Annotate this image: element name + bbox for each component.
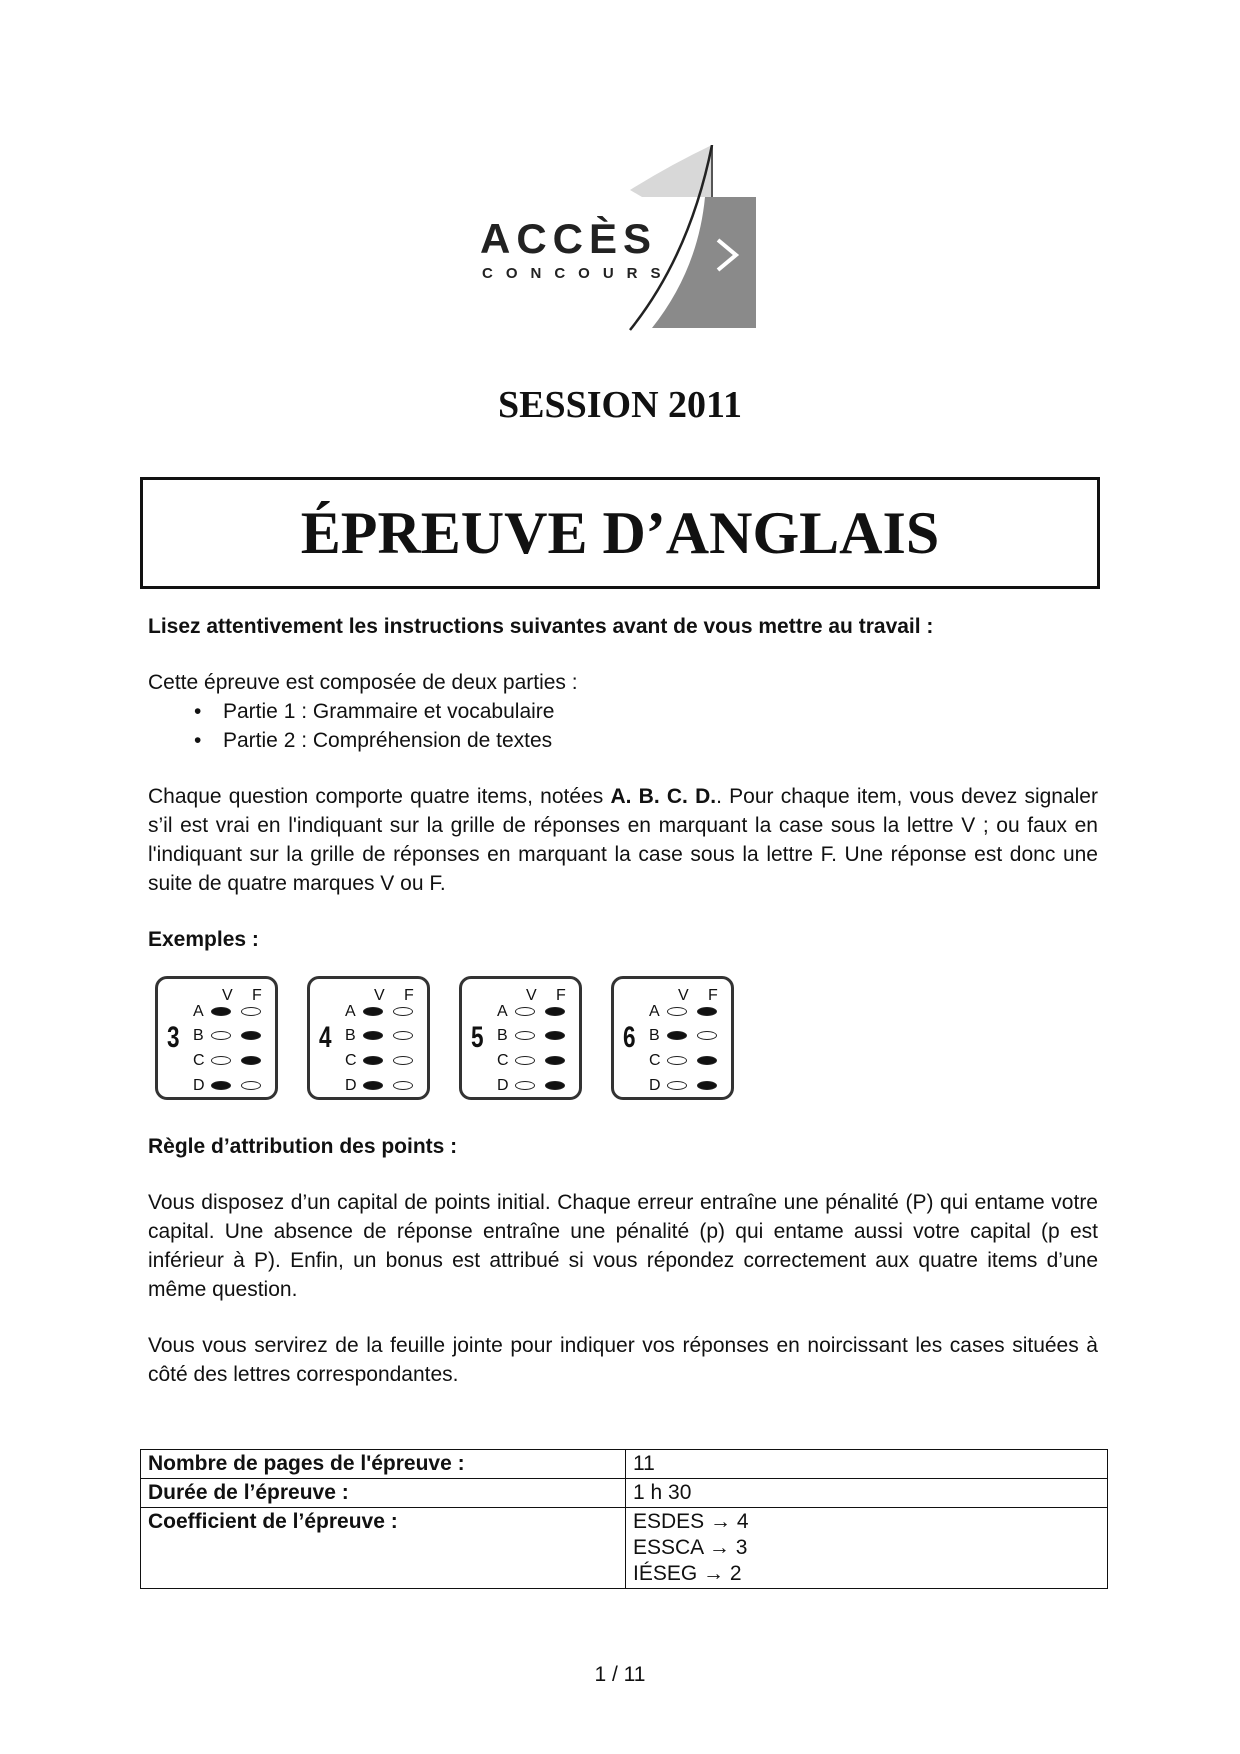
list-item: • Partie 1 : Grammaire et vocabulaire [223, 697, 1098, 726]
bubble-v [515, 1007, 535, 1016]
example-number: 5 [471, 1021, 484, 1054]
example-card-3 [155, 976, 278, 1100]
bubble-f [393, 1056, 413, 1065]
page-number: 1 / 11 [594, 1663, 646, 1686]
bubble-f [697, 1007, 717, 1016]
points-paragraph: Vous disposez d’un capital de points initial. Chaque erreur entraîne une pénalité (P) qui entame votre capital. Une absence de réponse entraîne une pénalité (p) qui entame aussi votre capital (p est inférieur à P). Enfin, un bonus est attribué si vous répondez correctement aux quatre items d’une même question. [148, 1191, 1098, 1301]
pages-label: Nombre de pages de l'épreuve : [141, 1450, 626, 1479]
bubble-v [515, 1031, 535, 1040]
bubble-f [545, 1031, 565, 1040]
bubble-f [393, 1031, 413, 1040]
example-row [345, 1075, 423, 1095]
example-number: 4 [319, 1021, 332, 1054]
example-row [193, 1025, 271, 1045]
bubble-v [667, 1081, 687, 1090]
example-row [193, 1001, 271, 1021]
bubble-f [697, 1081, 717, 1090]
parts-list [148, 697, 1098, 755]
example-row [497, 1001, 575, 1021]
coef-values [626, 1508, 1108, 1589]
bubble-v [363, 1007, 383, 1016]
row-letter: C [497, 1051, 509, 1069]
table-row [141, 1450, 1108, 1479]
header-v: V [222, 987, 233, 1004]
bubble-v [515, 1056, 535, 1065]
example-number: 3 [167, 1021, 180, 1054]
bubble-v [363, 1056, 383, 1065]
coef-essca: ESSCA → 3 [633, 1536, 748, 1559]
pages-value: 11 [626, 1450, 1108, 1479]
row-letter: A [193, 1002, 204, 1020]
rules-text-end: . Pour chaque item, vous devez signaler s’il est vrai en l'indiquant sur la grille de réponses en marquant la case sous la lettre V ; ou faux en l'indiquant sur la grille de réponses en marquant la case sous la lettre F. Une réponse est donc une suite de quatre marques V ou F. [148, 785, 1098, 895]
header-v: V [374, 987, 385, 1004]
bubble-f [393, 1081, 413, 1090]
bubble-v [211, 1031, 231, 1040]
example-card-6 [611, 976, 734, 1100]
page-title: ÉPREUVE D’ANGLAIS [300, 499, 940, 566]
intro-text: Cette épreuve est composée de deux parties : [148, 671, 578, 694]
bubble-v [363, 1081, 383, 1090]
bubble-f [241, 1056, 261, 1065]
header-f: F [708, 987, 718, 1004]
examples-row [155, 976, 1098, 1100]
duration-label: Durée de l’épreuve : [141, 1479, 626, 1508]
table-row [141, 1508, 1108, 1589]
example-row [649, 1075, 727, 1095]
row-letter: D [497, 1076, 509, 1094]
row-letter: D [649, 1076, 661, 1094]
coef-esdes: ESDES → 4 [633, 1510, 749, 1533]
row-letter: C [649, 1051, 661, 1069]
example-row [649, 1001, 727, 1021]
bubble-v [667, 1007, 687, 1016]
points-heading: Règle d’attribution des points : [148, 1135, 458, 1158]
example-row [345, 1001, 423, 1021]
row-letter: D [345, 1076, 357, 1094]
bubble-f [393, 1007, 413, 1016]
rules-items-bold: A. B. C. D. [610, 785, 717, 808]
example-row [649, 1025, 727, 1045]
example-row [193, 1050, 271, 1070]
row-letter: B [345, 1026, 356, 1044]
bubble-v [211, 1007, 231, 1016]
table-row [141, 1479, 1108, 1508]
examples-heading: Exemples : [148, 928, 259, 951]
bubble-f [241, 1031, 261, 1040]
row-letter: C [193, 1051, 205, 1069]
example-number: 6 [623, 1021, 636, 1054]
instructions-body [148, 612, 1098, 1389]
row-letter: C [345, 1051, 357, 1069]
example-row [497, 1025, 575, 1045]
example-row [497, 1050, 575, 1070]
bubble-f [545, 1081, 565, 1090]
bubble-f [241, 1007, 261, 1016]
header-v: V [678, 987, 689, 1004]
row-letter: B [193, 1026, 204, 1044]
row-letter: B [497, 1026, 508, 1044]
header-f: F [404, 987, 414, 1004]
example-row [649, 1050, 727, 1070]
header-f: F [252, 987, 262, 1004]
row-letter: B [649, 1026, 660, 1044]
example-card-5 [459, 976, 582, 1100]
bubble-f [697, 1031, 717, 1040]
example-card-4 [307, 976, 430, 1100]
example-row [193, 1075, 271, 1095]
bubble-f [241, 1081, 261, 1090]
coef-ieseg: IÉSEG → 2 [633, 1562, 742, 1585]
row-letter: A [345, 1002, 356, 1020]
row-letter: A [497, 1002, 508, 1020]
bubble-v [515, 1081, 535, 1090]
header-v: V [526, 987, 537, 1004]
example-row [497, 1075, 575, 1095]
coef-label: Coefficient de l’épreuve : [141, 1508, 626, 1589]
bubble-v [667, 1031, 687, 1040]
header-f: F [556, 987, 566, 1004]
example-row [345, 1050, 423, 1070]
logo-subword: CONCOURS [482, 265, 674, 282]
example-row [345, 1025, 423, 1045]
list-item: • Partie 2 : Compréhension de textes [223, 726, 1098, 755]
bubble-v [211, 1081, 231, 1090]
logo-word: ACCÈS [480, 215, 658, 262]
exam-info-table [140, 1449, 1108, 1589]
bubble-v [363, 1031, 383, 1040]
rules-text-start: Chaque question comporte quatre items, notées [148, 785, 611, 808]
acces-concours-logo [470, 145, 770, 335]
bubble-v [211, 1056, 231, 1065]
duration-value: 1 h 30 [626, 1479, 1108, 1508]
session-heading: SESSION 2011 [498, 384, 742, 426]
bubble-v [667, 1056, 687, 1065]
bubble-f [697, 1056, 717, 1065]
sheet-paragraph: Vous vous servirez de la feuille jointe pour indiquer vos réponses en noircissant les cases situées à côté des lettres correspondantes. [148, 1334, 1098, 1386]
bubble-f [545, 1007, 565, 1016]
rules-paragraph [148, 782, 1098, 898]
instructions-heading: Lisez attentivement les instructions suivantes avant de vous mettre au travail : [148, 615, 934, 638]
title-box [140, 477, 1100, 589]
row-letter: D [193, 1076, 205, 1094]
row-letter: A [649, 1002, 660, 1020]
bubble-f [545, 1056, 565, 1065]
